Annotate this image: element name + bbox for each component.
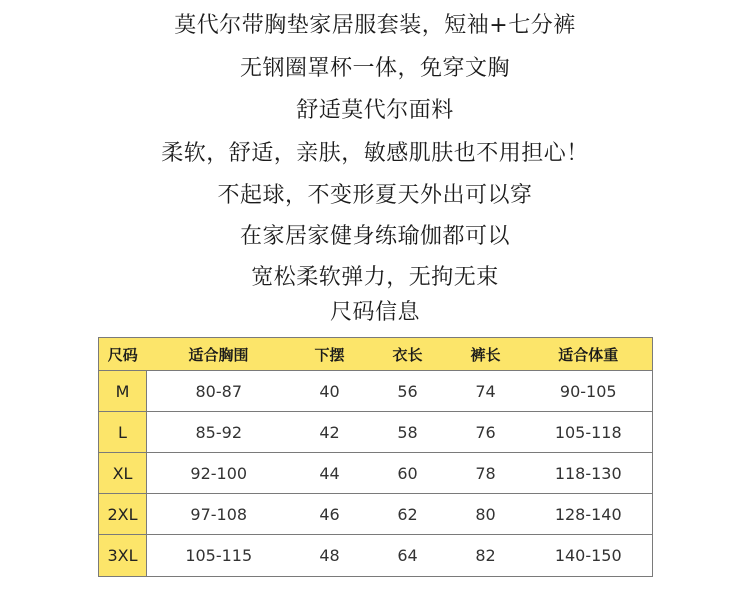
top-length-cell: 60 [369, 453, 447, 494]
description-line-3: 舒适莫代尔面料 [296, 98, 454, 123]
bust-cell: 92-100 [147, 453, 291, 494]
table-row [99, 371, 653, 412]
bust-cell: 85-92 [147, 412, 291, 453]
header-hem: 下摆 [291, 338, 369, 371]
size-cell: XL [99, 453, 147, 494]
hem-cell: 46 [291, 494, 369, 535]
description-line-6: 在家居家健身练瑜伽都可以 [239, 224, 510, 249]
pants-length-cell: 78 [447, 453, 525, 494]
top-length-cell: 64 [369, 535, 447, 577]
pants-length-cell: 80 [447, 494, 525, 535]
top-length-cell: 62 [369, 494, 447, 535]
bust-cell: 97-108 [147, 494, 291, 535]
header-top-length: 衣长 [369, 338, 447, 371]
weight-cell: 128-140 [525, 494, 653, 535]
description-line-2: 无钢圈罩杯一体，免穿文胸 [239, 56, 510, 81]
hem-cell: 44 [291, 453, 369, 494]
table-row [99, 535, 653, 577]
weight-cell: 90-105 [525, 371, 653, 412]
weight-cell: 140-150 [525, 535, 653, 577]
bust-cell: 105-115 [147, 535, 291, 577]
header-bust: 适合胸围 [147, 338, 291, 371]
table-row [99, 494, 653, 535]
hem-cell: 42 [291, 412, 369, 453]
weight-cell: 118-130 [525, 453, 653, 494]
hem-cell: 48 [291, 535, 369, 577]
top-length-cell: 56 [369, 371, 447, 412]
header-weight: 适合体重 [525, 338, 653, 371]
description-line-5: 不起球，不变形夏天外出可以穿 [217, 183, 533, 208]
header-pants-length: 裤长 [447, 338, 525, 371]
size-cell: 3XL [99, 535, 147, 577]
size-table-header-row [99, 338, 653, 371]
hem-cell: 40 [291, 371, 369, 412]
weight-cell: 105-118 [525, 412, 653, 453]
size-cell: M [99, 371, 147, 412]
bust-cell: 80-87 [147, 371, 291, 412]
pants-length-cell: 74 [447, 371, 525, 412]
description-line-1: 莫代尔带胸垫家居服套装，短袖+七分裤 [174, 13, 576, 38]
table-row [99, 412, 653, 453]
top-length-cell: 58 [369, 412, 447, 453]
description-line-7: 宽松柔软弹力，无拘无束 [251, 265, 499, 290]
description-line-4: 柔软，舒适，亲肤，敏感肌肤也不用担心！ [161, 141, 589, 166]
size-table [98, 337, 653, 577]
size-info-heading: 尺码信息 [329, 300, 420, 325]
table-row [99, 453, 653, 494]
header-size: 尺码 [99, 338, 147, 371]
pants-length-cell: 76 [447, 412, 525, 453]
size-cell: 2XL [99, 494, 147, 535]
pants-length-cell: 82 [447, 535, 525, 577]
size-cell: L [99, 412, 147, 453]
